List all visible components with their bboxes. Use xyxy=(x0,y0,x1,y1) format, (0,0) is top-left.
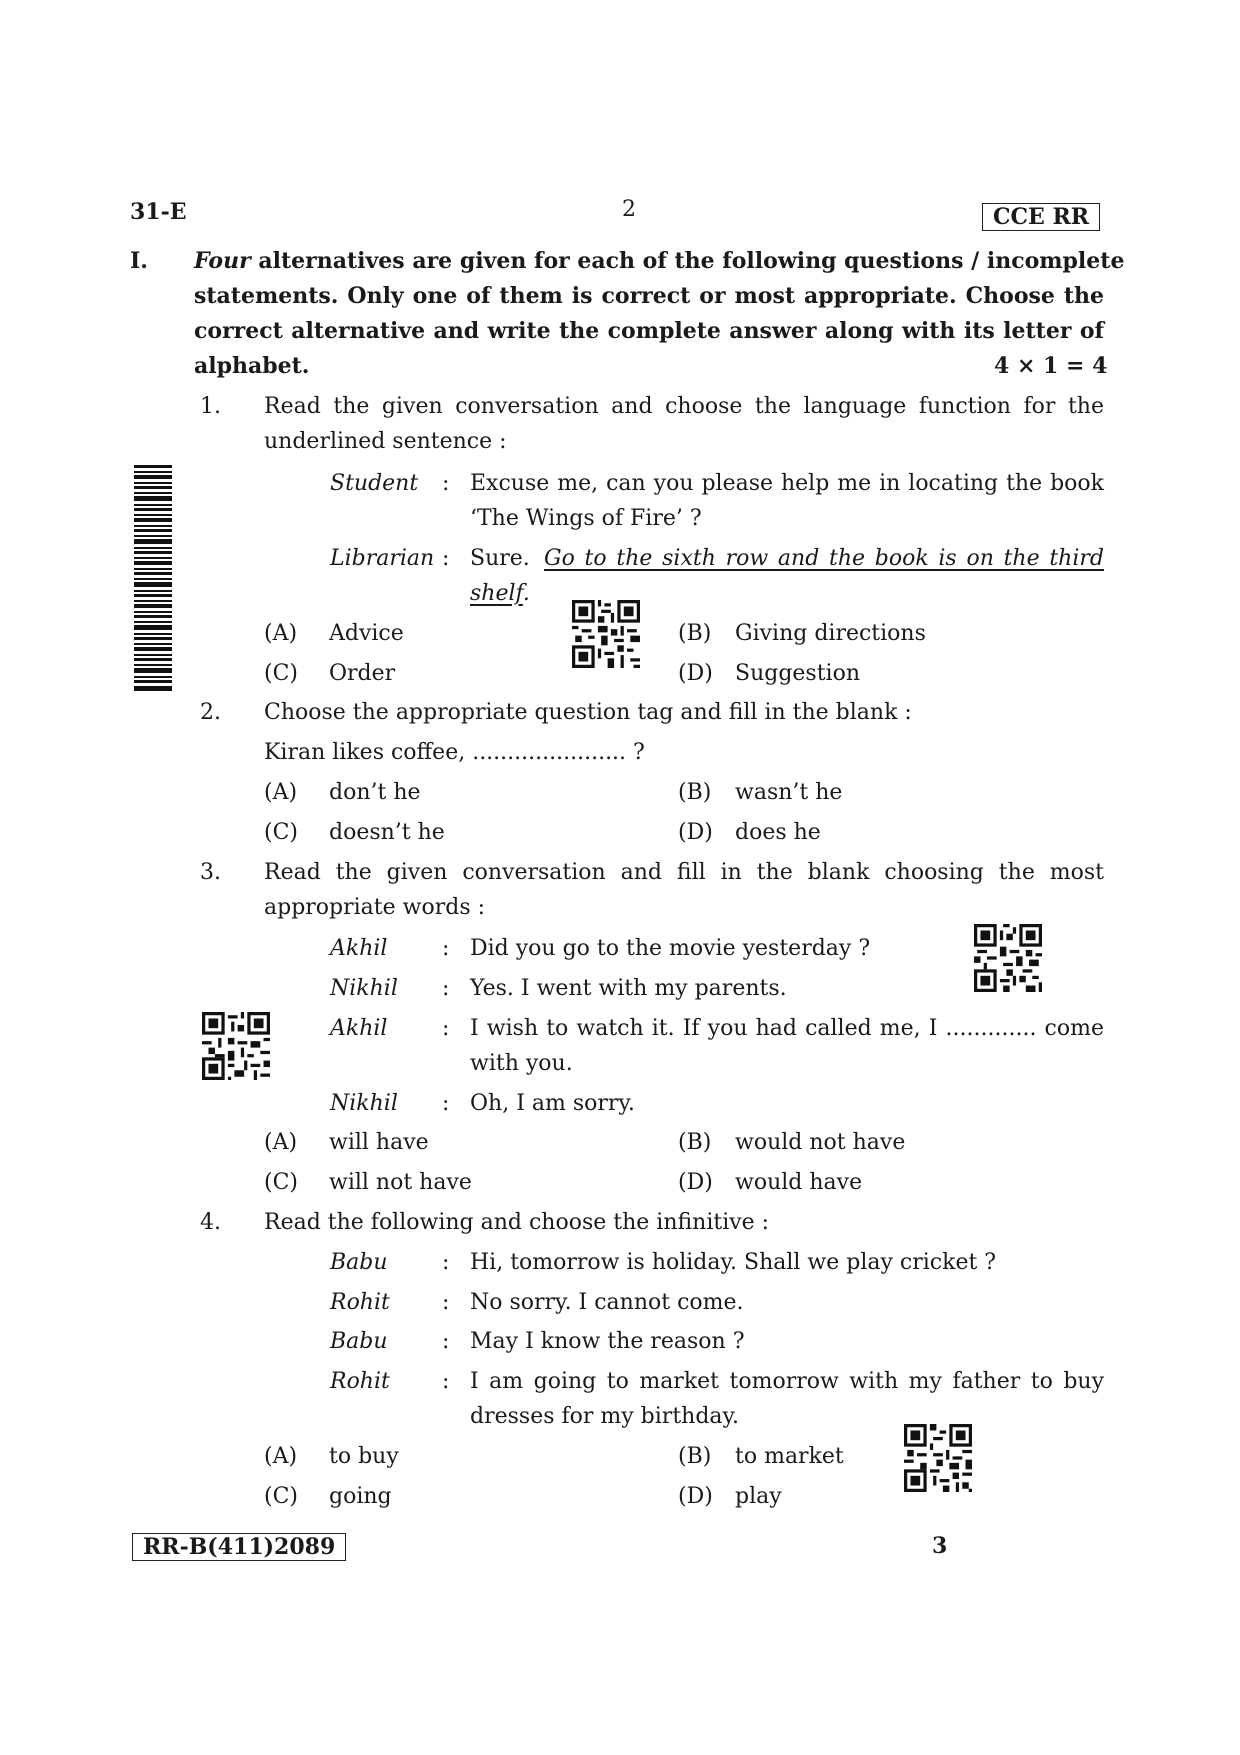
question-3-text-line-2: appropriate words : xyxy=(264,895,486,920)
instruction-line-2: statements. Only one of them is correct or most appropriate. Choose the xyxy=(194,283,1104,309)
q1-option-d: Suggestion xyxy=(735,661,861,686)
cce-rr-badge: CCE RR xyxy=(982,203,1100,231)
q4-speaker-4: Rohit xyxy=(330,1369,390,1394)
q1-option-c: Order xyxy=(329,661,396,686)
instruction-line-3: correct alternative and write the complete answer along with its letter of xyxy=(194,318,1104,344)
q3-option-c: will not have xyxy=(329,1170,472,1195)
q4-option-c-label: (C) xyxy=(264,1484,298,1509)
q4-option-b-label: (B) xyxy=(678,1444,712,1469)
q4-option-c: going xyxy=(329,1484,392,1509)
paper-code: 31-E xyxy=(130,199,187,225)
q3-colon-4: : xyxy=(442,1091,450,1116)
q4-speaker-2: Rohit xyxy=(330,1290,390,1315)
q1-librarian-underlined-line-1: Go to the sixth row and the book is on the third xyxy=(544,546,1104,571)
q3-option-c-label: (C) xyxy=(264,1170,298,1195)
q4-colon-3: : xyxy=(442,1329,450,1354)
question-2-text-line-2: Kiran likes coffee, ...................... ? xyxy=(264,740,645,765)
qr-code-1 xyxy=(572,600,640,668)
q3-speaker-4: Nikhil xyxy=(330,1091,398,1116)
q3-line-1: Did you go to the movie yesterday ? xyxy=(470,936,871,961)
barcode-image xyxy=(134,465,172,691)
q3-line-3b: with you. xyxy=(470,1051,573,1076)
q4-option-d-label: (D) xyxy=(678,1484,713,1509)
question-3-number: 3. xyxy=(200,860,221,885)
q1-colon-2: : xyxy=(442,546,450,571)
q3-speaker-1: Akhil xyxy=(330,936,388,961)
q1-colon-1: : xyxy=(442,471,450,496)
section-number: I. xyxy=(130,248,148,274)
question-1-text-line-1: Read the given conversation and choose the language function for the xyxy=(264,394,1104,419)
q3-option-b-label: (B) xyxy=(678,1130,712,1155)
q4-line-2: No sorry. I cannot come. xyxy=(470,1290,744,1315)
q3-line-4: Oh, I am sorry. xyxy=(470,1091,635,1116)
q2-option-d: does he xyxy=(735,820,821,845)
q1-librarian-underlined-line-2: shelf. xyxy=(470,581,530,606)
q3-speaker-2: Nikhil xyxy=(330,976,398,1001)
q4-option-b: to market xyxy=(735,1444,844,1469)
q4-colon-2: : xyxy=(442,1290,450,1315)
footer-sheet-number: 3 xyxy=(932,1533,948,1559)
q4-speaker-3: Babu xyxy=(330,1329,388,1354)
page-number: 2 xyxy=(622,197,636,222)
q1-student-line-2: ‘The Wings of Fire’ ? xyxy=(470,506,702,531)
q1-speaker-student: Student xyxy=(330,471,419,496)
q3-option-a-label: (A) xyxy=(264,1130,298,1155)
q1-option-a: Advice xyxy=(329,621,404,646)
question-4-text-line-1: Read the following and choose the infinitive : xyxy=(264,1210,770,1235)
section-marks: 4 × 1 = 4 xyxy=(994,353,1108,379)
q3-colon-2: : xyxy=(442,976,450,1001)
q4-option-a-label: (A) xyxy=(264,1444,298,1469)
q3-option-a: will have xyxy=(329,1130,429,1155)
question-1-text-line-2: underlined sentence : xyxy=(264,429,507,454)
footer-paper-code: RR-B(411)2089 xyxy=(132,1533,346,1561)
q4-line-4a: I am going to market tomorrow with my father to buy xyxy=(470,1369,1104,1394)
instruction-line-4: alphabet. xyxy=(194,353,310,379)
q1-student-line-1: Excuse me, can you please help me in locating the book xyxy=(470,471,1104,496)
q3-option-b: would not have xyxy=(735,1130,906,1155)
q1-option-c-label: (C) xyxy=(264,661,298,686)
q4-line-1: Hi, tomorrow is holiday. Shall we play cricket ? xyxy=(470,1250,997,1275)
q3-line-3a: I wish to watch it. If you had called me, I ............. come xyxy=(470,1016,1104,1041)
q3-option-d-label: (D) xyxy=(678,1170,713,1195)
q1-librarian-prefix: Sure. xyxy=(470,546,530,571)
q1-option-a-label: (A) xyxy=(264,621,298,646)
q4-colon-4: : xyxy=(442,1369,450,1394)
q2-option-c: doesn’t he xyxy=(329,820,445,845)
qr-code-4 xyxy=(904,1424,972,1492)
q1-option-b: Giving directions xyxy=(735,621,926,646)
q3-line-2: Yes. I went with my parents. xyxy=(470,976,787,1001)
qr-code-3 xyxy=(202,1012,270,1080)
q4-line-3: May I know the reason ? xyxy=(470,1329,745,1354)
q2-option-b: wasn’t he xyxy=(735,780,843,805)
q1-option-d-label: (D) xyxy=(678,661,713,686)
q4-speaker-1: Babu xyxy=(330,1250,388,1275)
q2-option-a: don’t he xyxy=(329,780,421,805)
q4-option-a: to buy xyxy=(329,1444,399,1469)
question-2-number: 2. xyxy=(200,700,221,725)
q4-line-4b: dresses for my birthday. xyxy=(470,1404,740,1429)
q2-option-d-label: (D) xyxy=(678,820,713,845)
q2-option-a-label: (A) xyxy=(264,780,298,805)
q3-colon-1: : xyxy=(442,936,450,961)
q2-option-c-label: (C) xyxy=(264,820,298,845)
question-4-number: 4. xyxy=(200,1210,221,1235)
q3-option-d: would have xyxy=(735,1170,863,1195)
q4-option-d: play xyxy=(735,1484,782,1509)
q3-colon-3: : xyxy=(442,1016,450,1041)
q2-option-b-label: (B) xyxy=(678,780,712,805)
instruction-emphasis: Four xyxy=(194,248,251,274)
question-3-text-line-1: Read the given conversation and fill in the blank choosing the most xyxy=(264,860,1104,885)
question-1-number: 1. xyxy=(200,394,221,419)
q1-option-b-label: (B) xyxy=(678,621,712,646)
instruction-line-1: Four alternatives are given for each of the following questions / incomplete xyxy=(194,248,1125,274)
question-2-text-line-1: Choose the appropriate question tag and fill in the blank : xyxy=(264,700,912,725)
q3-speaker-3: Akhil xyxy=(330,1016,388,1041)
q1-speaker-librarian: Librarian xyxy=(330,546,435,571)
qr-code-2 xyxy=(974,924,1042,992)
q4-colon-1: : xyxy=(442,1250,450,1275)
